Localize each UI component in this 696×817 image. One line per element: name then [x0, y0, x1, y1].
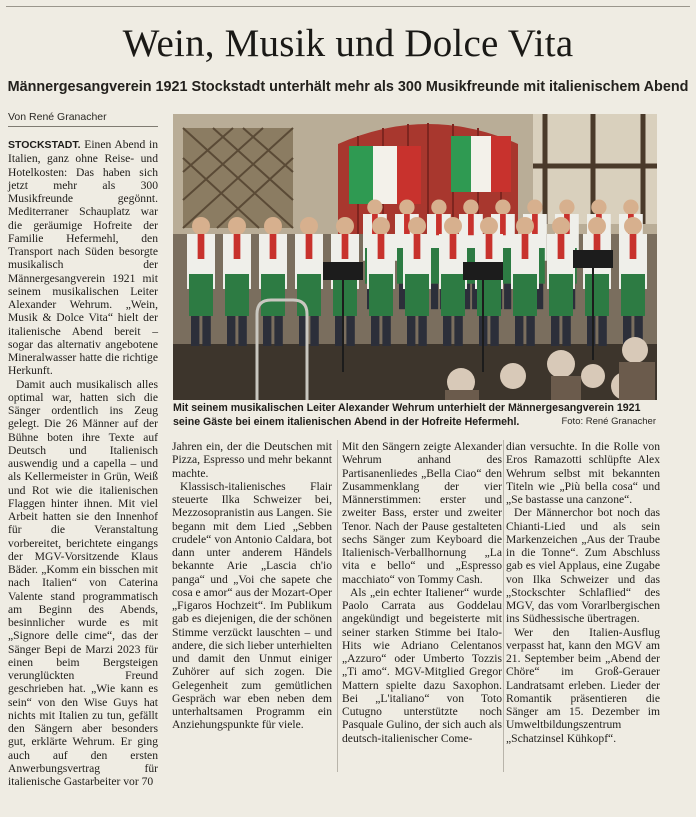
paragraph-text: Einen Abend in Italien, ganz ohne Reise- und Hotelkosten: Das haben sich jetzt mehr als 300 Musikfreunde gegönnt. Mediterraner Schauplatz war die geräumige Hofreite der Familie Hefermehl, den Transport nach Süden besorgte musikalisch der Männergesangverein 1921 mit seinem musikalischen Leiter Alexander Wehrum. „Wein, Musik & Dolce Vita“ hielt der italienische Abend bereit – sogar das alternativ angebotene Mineralwasser hatte die richtige Herkunft.	[8, 138, 158, 378]
choir-photo-illustration	[173, 114, 657, 400]
article-photo	[173, 114, 657, 400]
italian-flag-right	[451, 136, 511, 192]
text-column-2	[172, 440, 332, 732]
italian-flag-left	[349, 146, 421, 204]
paragraph: Mit den Sängern zeigte Alexander Wehrum anhand des Partisanenliedes „Bella Ciao“ den Zusammenklang der vier Männerstimmen: erster und zweiter Bass, erster und zweiter Tenor. Nach der Pause gestalteten sechs Sänger zum Keyboard die Italienisch-Verballhornung „La vita e bello“ und „Espresso macchiato“ von Tommy Cash.	[342, 440, 502, 586]
paragraph: Damit auch musikalisch alles optimal war, hatten sich die Sänger ordentlich ins Zeug gelegt. Die 26 Männer auf der Bühne boten ihre Texte auf Deutsch und Italienisch auswendig und a capella – und als Kellermeister in Grün, Weiß und Rot wie die italienischen Flaggen hinter ihnen. Mit viel Arbeit hatten sie den Innenhof für die Veranstaltung vorbereitet, berichtete eingangs der MGV-Vorsitzende Klaus Bäder. „Komm ein bisschen mit nach Italien“ von Caterina Valente stand programmatisch am Beginn des Abends, besinnlicher wurde es mit „Signore delle cime“, das der Sänger Bepi de Marzi 2023 für einen beim Bergsteigen verunglückten Freund geschrieben hat. „Wie kann es sein“ von den Wise Guys hat nichts mit Italien zu tun, gefällt den Sängern aber besonders gut, erklärte Wehrum. Er ging auch auf den ersten Anwerbungsvertrag für italienische Gastarbeiter vor 70	[8, 377, 158, 788]
photo-caption: Mit seinem musikalischen Leiter Alexander Wehrum unterhielt der Männergesangverein 1921 seine Gäste bei einem italienischen Abend in der Hofreite Hefermehl.	[173, 402, 641, 428]
photo-credit: Foto: René Granacher	[561, 416, 656, 427]
paragraph	[8, 138, 158, 378]
column-divider	[337, 440, 338, 772]
article-byline: Von René Granacher	[8, 110, 158, 127]
text-column-1	[8, 138, 158, 788]
dateline: STOCKSTADT.	[8, 139, 81, 151]
paragraph: Als „ein echter Italiener“ wurde Paolo Carrata aus Goddelau angekündigt und begeisterte mit seiner starken Stimme bei Italo-Hits wie Adriano Celentanos „Azzuro“ oder Umberto Tozzis „Ti amo“. MGV-Mitglied Gregor Mattern spielte dazu Saxophon. Bei „L'italiano“ von Toto Cutugno unterstützte noch Pasquale Gulino, der sich auch als deutsch-italienischer Come-	[342, 585, 502, 745]
article-subheadline: Männergesangverein 1921 Stockstadt unterhält mehr als 300 Musikfreunde mit italienischem Abend	[7, 79, 689, 95]
article-headline: Wein, Musik und Dolce Vita	[122, 22, 574, 65]
paragraph: Wer den Italien-Ausflug verpasst hat, kann den MGV am 21. September beim „Abend der Chöre“ im Groß-Gerauer Landratsamt erleben. Lieder der Romantik präsentieren die Sänger am 15. Dezember im Umweltbildungszentrum „Schatzinsel Kühkopf“.	[506, 625, 660, 745]
text-column-3	[342, 440, 502, 745]
paragraph: Jahren ein, der die Deutschen mit Pizza, Espresso und mehr bekannt machte.	[172, 440, 332, 480]
column-divider	[503, 440, 504, 772]
top-rule	[6, 6, 690, 7]
paragraph: dian versuchte. In die Rolle von Eros Ramazotti schlüpfte Alex Wehrum selbst mit bekannten Titeln wie „Più bella cosa“ und „Se bastasse una canzone“.	[506, 440, 660, 506]
paragraph: Der Männerchor bot noch das Chianti-Lied und als sein Markenzeichen „Aus der Traube in die Tonne“. Zum Abschluss gab es viel Applaus, eine Zugabe von Ilka Schweizer und das „Stockschter Schlaflied“ des MGV, das vom Vorarlbergischen ins Südhessische übertragen.	[506, 506, 660, 626]
paragraph: Klassisch-italienisches Flair steuerte Ilka Schweizer bei, Mezzosopranistin aus Langen. Sie begann mit dem Lied „Sebben crudele“ von Antonio Caldara, bot dann unter anderem Händels bekannte Arie „Lascia ch'io panga“ und „Voi che sapete che cosa e amor“ aus der Mozart-Oper „Figaros Hochzeit“. Im Publikum gab es diejenigen, die der schönen Stimme verzückt lauschten – und andere, die sich lieber unterhielten und damit den Unmut einiger Zuhörer auf sich zogen. Die Gelegenheit zum gemütlichen Gespräch war eben neben dem unterhaltsamen Programm ein Anziehungspunkte für viele.	[172, 479, 332, 732]
text-column-4	[506, 440, 660, 745]
